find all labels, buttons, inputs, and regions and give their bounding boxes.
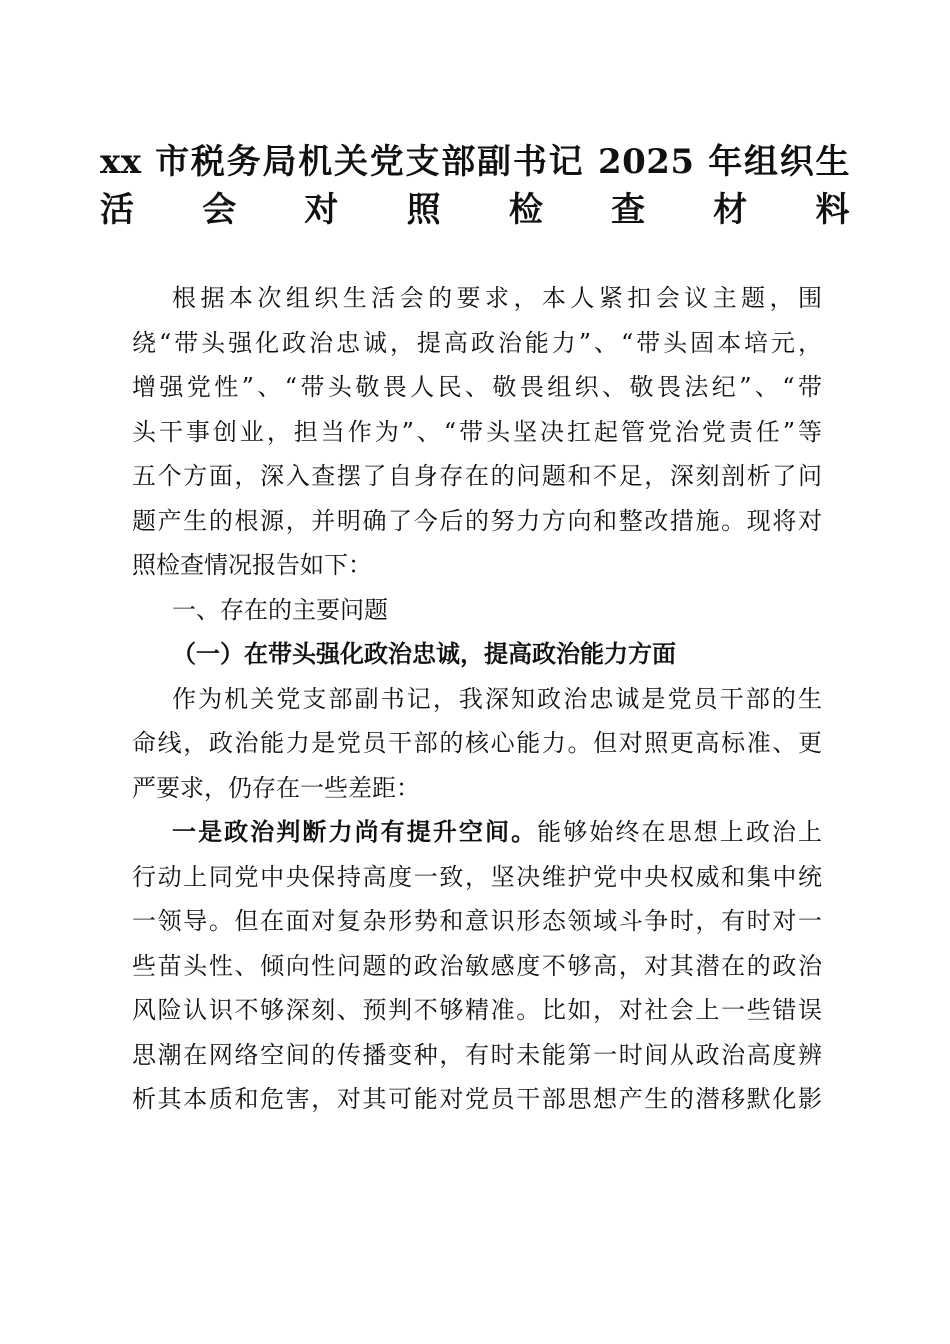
text-line: 照检查情况报告如下： [132, 551, 372, 579]
text-line: 题产生的根源，并明确了今后的努力方向和整改措施。现将对 [132, 506, 822, 535]
text-line: 风险认识不够深刻、预判不够精准。比如，对社会上一些错误 [132, 996, 822, 1024]
text-line: 增强党性”、“带头敬畏人民、敬畏组织、敬畏法纪”、“带 [132, 373, 822, 401]
text-line: 作为机关党支部副书记，我深知政治忠诚是党员干部的生 [172, 684, 822, 713]
text-line: 行动上同党中央保持高度一致，坚决维护党中央权威和集中统 [132, 862, 822, 891]
paragraph-lead: 一是政治判断力尚有提升空间。 [172, 817, 538, 846]
text-line: 五个方面，深入查摆了自身存在的问题和不足，深刻剖析了问 [132, 462, 822, 490]
text-line: 绕“带头强化政治忠诚，提高政治能力”、“带头固本培元， [132, 328, 822, 357]
text-line: 些苗头性、倾向性问题的政治敏感度不够高，对其潜在的政治 [132, 951, 822, 980]
paragraph [132, 677, 822, 811]
paragraph [132, 810, 822, 1122]
document-body [132, 276, 822, 1122]
title-line: xx 市税务局机关党支部副书记 2025 年组织生 [100, 142, 850, 182]
subsection-heading: （一）在带头强化政治忠诚，提高政治能力方面 [172, 639, 676, 668]
text-line: 根据本次组织生活会的要求，本人紧扣会议主题，围 [172, 284, 822, 312]
document-title [100, 138, 850, 234]
text-line: 头干事创业，担当作为”、“带头坚决扛起管党治党责任”等 [132, 417, 822, 446]
text-line: 析其本质和危害，对其可能对党员干部思想产生的潜移默化影 [132, 1085, 822, 1113]
text-line [132, 810, 822, 855]
text-line: 严要求，仍存在一些差距： [132, 773, 420, 802]
title-line: 活会对照检查材料 [100, 190, 850, 230]
intro-paragraph [132, 276, 822, 588]
section-heading: 一、存在的主要问题 [172, 595, 388, 624]
text-line: 命线，政治能力是党员干部的核心能力。但对照更高标准、更 [132, 729, 822, 757]
text-line: 一领导。但在面对复杂形势和意识形态领域斗争时，有时对一 [132, 907, 822, 935]
text-segment: 能够始终在思想上政治上 [537, 818, 823, 846]
text-line: 思潮在网络空间的传播变种，有时未能第一时间从政治高度辨 [132, 1040, 822, 1069]
